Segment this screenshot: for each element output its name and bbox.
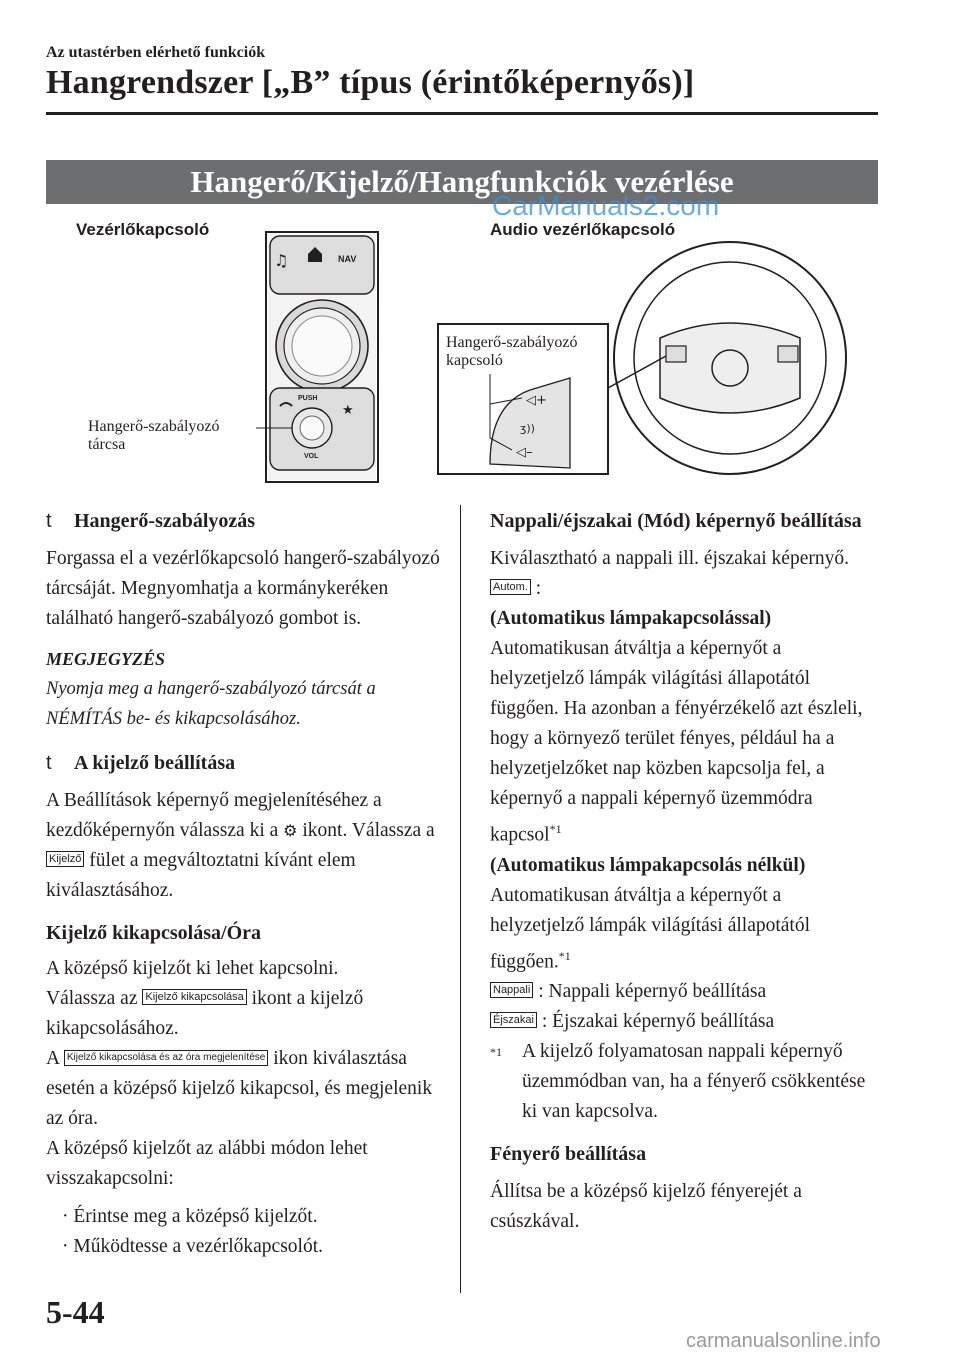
- volume-up-icon: ◁+: [526, 393, 547, 408]
- display-off-text: A középső kijelzőt ki lehet kapcsolni.: [46, 958, 339, 979]
- bullet-mark: ·: [62, 1236, 69, 1257]
- dial-callout-line2: tárcsa: [88, 436, 126, 453]
- footnote: [490, 1037, 870, 1127]
- heading-brightness: Fényerő beállítása: [490, 1143, 647, 1165]
- display-off-clock-text-b: ikon kiválasztása esetén a középső kijelző kikapcsol, és megjelenik az óra.: [46, 1048, 433, 1129]
- page-number: 5-44: [46, 1294, 105, 1330]
- day-line: [490, 977, 870, 1007]
- bullet-item: [46, 1232, 446, 1262]
- favorites-icon: [342, 403, 354, 418]
- heading-display: [46, 748, 446, 778]
- volume-down-icon: ◁–: [516, 445, 533, 460]
- voice-icon: ʒ)): [520, 422, 535, 435]
- nav-button-label: NAV: [338, 254, 357, 264]
- heading-volume-text: Hangerő-szabályozás: [74, 510, 256, 532]
- night-text: : Éjszakai képernyő beállítása: [541, 1011, 775, 1032]
- sub-with-auto-light: (Automatikus lámpakapcsolással): [490, 608, 772, 629]
- footnote-ref: *1: [549, 822, 562, 836]
- auto-light-text: Automatikusan átváltja a képernyőt a helyzetjelző lámpák világítási állapotától függően. Ha azonban a fényérzékelő azt észleli, hogy a környező terület fényes, például ha a helyzetjelzőket nap közben kapcsolja fel, a képernyő a nappali képernyő üzemmódra kapcsol: [490, 638, 863, 846]
- auto-line: [490, 574, 870, 604]
- display-off-text-a: Válassza az: [46, 988, 138, 1009]
- auto-colon: :: [535, 578, 542, 599]
- column-divider: [460, 505, 461, 1293]
- heading-day-night: Nappali/éjszakai (Mód) képernyő beállítása: [490, 510, 862, 532]
- dial-callout-line1: Hangerő-szabályozó: [88, 418, 220, 435]
- bullet-text: Működtesse a vezérlőkapcsolót.: [73, 1236, 324, 1257]
- heading-marker: t: [46, 510, 52, 532]
- no-auto-light-paragraph: [490, 881, 870, 978]
- display-text-c: Válassza a: [351, 820, 435, 841]
- auto-tag: Autom.: [490, 579, 531, 595]
- wheel-callout-line2: kapcsoló: [446, 352, 503, 369]
- display-paragraph: [46, 786, 446, 906]
- label-commander: Vezérlőkapcsoló: [76, 220, 210, 239]
- heading-volume: [46, 506, 446, 536]
- section-banner: Hangerő/Kijelző/Hangfunkciók vezérlése: [46, 160, 878, 204]
- svg-text:★: ★: [342, 403, 354, 418]
- day-text: : Nappali képernyő beállítása: [538, 981, 767, 1002]
- section-label: Az utastérben elérhető funkciók: [46, 44, 266, 61]
- right-column: [490, 506, 870, 1237]
- tab-kijelzo-tag: Kijelző: [46, 851, 84, 867]
- page-title: Hangrendszer [„B” típus (érintőképernyős)]: [46, 64, 695, 101]
- footnote-ref: *1: [558, 948, 571, 963]
- heading-display-text: A kijelző beállítása: [74, 752, 236, 774]
- left-column: [46, 506, 446, 1262]
- note-title: MEGJEGYZÉS: [46, 649, 166, 669]
- display-text-d: fület a megváltoztatni kívánt elem kiválasztásához.: [46, 850, 356, 901]
- footnote-mark: *1: [490, 1045, 502, 1059]
- note-text: Nyomja meg a hangerő-szabályozó tárcsát a NÉMÍTÁS be- és kikapcsolásához.: [46, 679, 376, 729]
- night-tag: Éjszakai: [490, 1012, 537, 1028]
- header-rule: [46, 112, 878, 115]
- svg-text:♫: ♫: [274, 251, 289, 270]
- watermark: CarManuals2.com: [492, 190, 720, 221]
- display-off-clock-paragraph: [46, 1044, 446, 1134]
- display-off-clock-text-a: A: [46, 1048, 60, 1069]
- dial-callout: [88, 418, 220, 454]
- brightness-paragraph: Állítsa be a középső kijelző fényerejét a csúszkával.: [490, 1181, 802, 1232]
- music-icon: [274, 251, 288, 270]
- day-night-intro: Kiválasztható a nappali ill. éjszakai képernyő.: [490, 548, 849, 569]
- display-off-text-b: ikont a kijelző kikapcsolásához.: [46, 988, 364, 1039]
- display-text-a: A Beállítások képernyő megjelenítéséhez a kezdőképernyőn válassza ki a: [46, 790, 382, 841]
- night-line: [490, 1007, 870, 1037]
- label-audio-switch: Audio vezérlőkapcsoló: [490, 220, 676, 239]
- volume-paragraph: Forgassa el a vezérlőkapcsoló hangerő-szabályozó tárcsáját. Megnyomhatja a kormánykeréken található hangerő-szabályozó gombot is.: [46, 548, 440, 629]
- wheel-callout: [446, 334, 578, 370]
- bullet-mark: ·: [62, 1206, 69, 1227]
- footnote-text: A kijelző folyamatosan nappali képernyő üzemmódban van, ha a fényerő csökkentése ki van kapcsolva.: [522, 1041, 866, 1122]
- restore-paragraph: A középső kijelzőt az alábbi módon lehet visszakapcsolni:: [46, 1138, 368, 1189]
- bullet-text: Érintse meg a középső kijelzőt.: [73, 1206, 318, 1227]
- auto-light-paragraph: [490, 634, 870, 851]
- display-text-b: ikont.: [302, 820, 348, 841]
- display-off-clock-tag: Kijelző kikapcsolása és az óra megjelenítése: [64, 1050, 268, 1066]
- wheel-callout-line1: Hangerő-szabályozó: [446, 334, 578, 351]
- display-off-tag: Kijelző kikapcsolása: [142, 989, 246, 1005]
- settings-gear-icon: ⚙: [283, 821, 298, 840]
- sub-without-auto-light: (Automatikus lámpakapcsolás nélkül): [490, 854, 806, 876]
- footer-watermark: carmanualsonline.info: [686, 1330, 881, 1352]
- display-off-paragraph: [46, 984, 446, 1044]
- vol-label: VOL: [304, 453, 319, 460]
- bullet-item: [46, 1202, 446, 1232]
- heading-marker: t: [46, 752, 52, 774]
- no-auto-light-text: Automatikusan átváltja a képernyőt a helyzetjelző lámpák világítási állapotától függően.: [490, 884, 811, 972]
- push-label: PUSH: [298, 395, 318, 402]
- heading-display-off: Kijelző kikapcsolása/Óra: [46, 922, 261, 944]
- day-tag: Nappali: [490, 982, 533, 998]
